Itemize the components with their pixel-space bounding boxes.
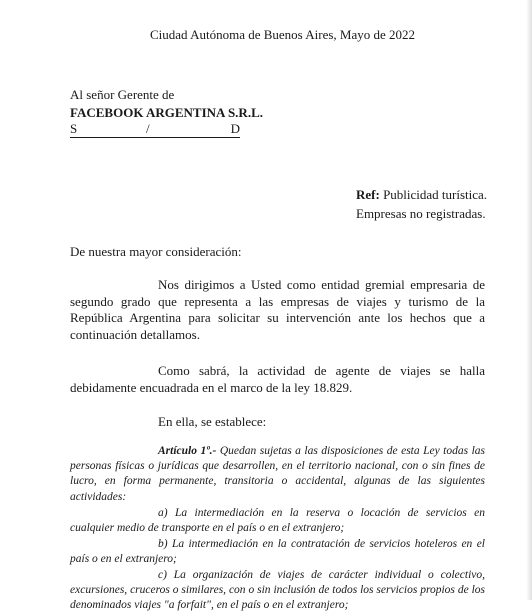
article-intro (70, 444, 485, 505)
sd-d: D (230, 121, 240, 136)
page-edge-shadow (526, 0, 532, 600)
reference-line (356, 187, 487, 203)
salutation: De nuestra mayor consideración: (70, 244, 242, 259)
place-date: Ciudad Autónoma de Buenos Aires, Mayo de 2022 (150, 27, 416, 42)
article-item-b: b) La intermediación en la contratación de servicios hoteleros en el país o en el extranjero; (70, 538, 485, 566)
sd-line (70, 121, 240, 138)
sd-slash: / (146, 121, 150, 136)
recipient-company: FACEBOOK ARGENTINA S.R.L. (70, 105, 263, 120)
article-item-a: a) La intermediación en la reserva o locación de servicios en cualquier medio de transporte en el país o en el extranjero; (70, 507, 485, 535)
paragraph-law: Como sabrá, la actividad de agente de viajes se halla debidamente encuadrada en el marco de la ley 18.829. (70, 363, 485, 395)
article-item-c: c) La organización de viajes de carácter individual o colectivo, excursiones, cruceros o similares, con o sin inclusión de todos los servicios propios de los denominados viajes "a forfait", en el país o en el extranjero; (70, 569, 485, 612)
article-heading: Artículo 1º.- (158, 445, 217, 457)
paragraph-intro: Nos dirigimos a Usted como entidad gremial empresaria de segundo grado que representa a las empresas de viajes y turismo de la República Argentina para solicitar su intervención ante los hechos que a continuación detallamos. (70, 277, 485, 342)
sd-s: S (70, 121, 78, 136)
reference-label: Ref: (356, 187, 380, 202)
reference-subject: Publicidad turística. (383, 187, 488, 202)
recipient-title: Al señor Gerente de (70, 87, 175, 102)
paragraph-establishes: En ella, se establece: (158, 414, 267, 429)
article-intro-text: Quedan sujetas a las disposiciones de esta Ley todas las personas físicas o jurídicas que desarrollen, en el territorio nacional, con o sin fines de lucro, en forma permanente, transitoria o accidental, algunas de las siguientes actividades: (70, 445, 485, 503)
reference-line-2: Empresas no registradas. (356, 206, 486, 221)
